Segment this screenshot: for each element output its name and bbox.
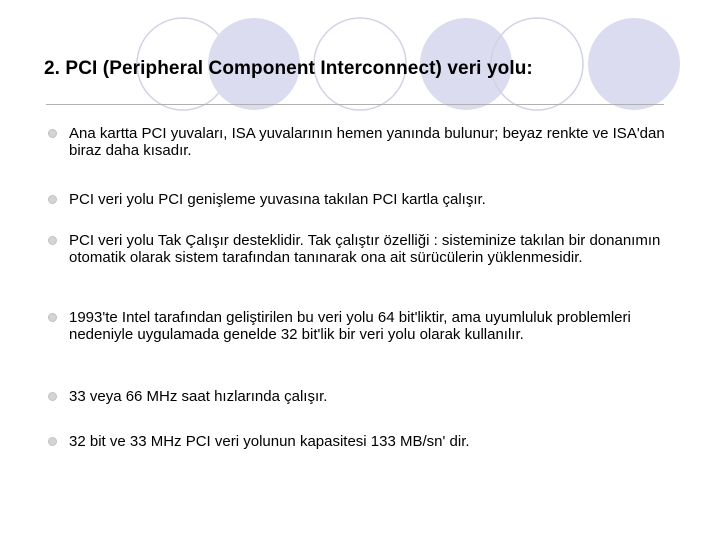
bullet-text: 32 bit ve 33 MHz PCI veri yolunun kapasitesi 133 MB/sn' dir. — [69, 433, 470, 450]
bullet-dot-icon — [48, 129, 57, 138]
bullet-dot-icon — [48, 437, 57, 446]
bullet-text: PCI veri yolu Tak Çalışır desteklidir. Tak çalıştır özelliği : sisteminize takılan bir donanımın otomatik olarak sistem tarafından tanınarak ona ait sürücülerin yüklenmesidir. — [69, 232, 661, 266]
bullet-dot-icon — [48, 313, 57, 322]
bullet-dot-icon — [48, 236, 57, 245]
title-divider — [46, 104, 664, 105]
slide-title: 2. PCI (Peripheral Component Interconnect) veri yolu: — [44, 58, 533, 79]
bullet-dot-icon — [48, 195, 57, 204]
bullet-dot-icon — [48, 392, 57, 401]
circle-filled-3 — [588, 18, 680, 110]
bullet-text: 1993'te Intel tarafından geliştirilen bu veri yolu 64 bit'liktir, ama uyumluluk problemleri nedeniyle uygulamada genelde 32 bit'lik bir veri yolu olarak kullanılır. — [69, 309, 631, 343]
bullet-text: PCI veri yolu PCI genişleme yuvasına takılan PCI kartla çalışır. — [69, 191, 486, 208]
bullet-text: 33 veya 66 MHz saat hızlarında çalışır. — [69, 388, 328, 405]
bullet-text: Ana kartta PCI yuvaları, ISA yuvalarının hemen yanında bulunur; beyaz renkte ve ISA'dan biraz daha kısadır. — [69, 125, 665, 159]
